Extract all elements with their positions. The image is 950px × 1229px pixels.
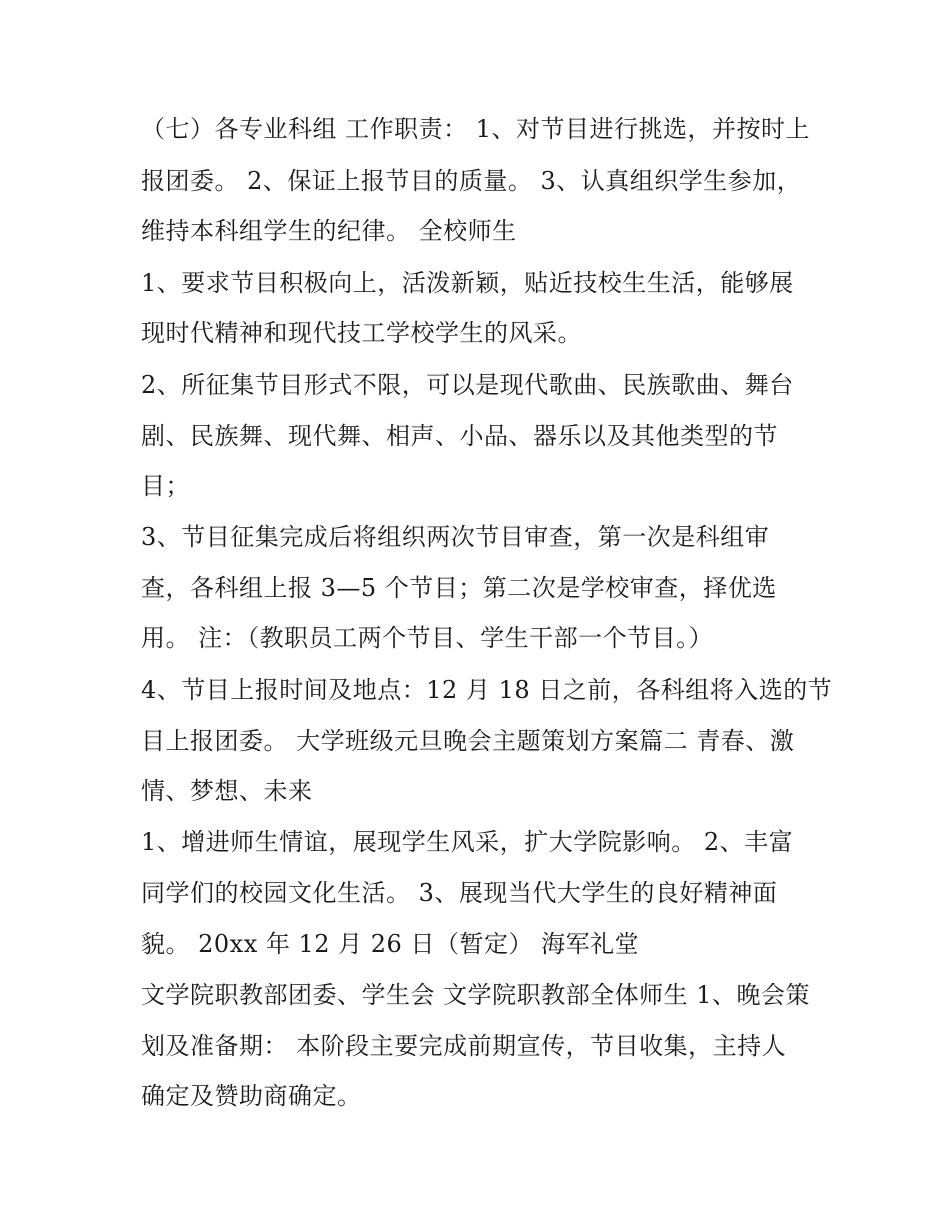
- text-line: 文学院职教部团委、学生会 文学院职教部全体师生 1、晚会策: [141, 981, 811, 1009]
- text-line: 确定及赞助商确定。: [141, 1082, 362, 1110]
- text-line: （七）各专业科组 工作职责： 1、对节目进行挑选，并按时上: [141, 115, 811, 143]
- text-line: 划及准备期： 本阶段主要完成前期宣传，节目收集，主持人: [141, 1032, 787, 1060]
- text-line: 目上报团委。 大学班级元旦晚会主题策划方案篇二 青春、激: [141, 727, 795, 755]
- text-line: 同学们的校园文化生活。 3、展现当代大学生的良好精神面: [141, 879, 778, 907]
- text-line: 1、增进师生情谊，展现学生风采，扩大学院影响。 2、丰富: [141, 828, 794, 856]
- text-line: 2、所征集节目形式不限，可以是现代歌曲、民族歌曲、舞台: [141, 371, 794, 399]
- text-line: 查，各科组上报 3—5 个节目；第二次是学校审查，择优选: [141, 574, 777, 602]
- text-line: 4、节目上报时间及地点：12 月 18 日之前，各科组将入选的节: [141, 676, 833, 704]
- text-line: 现时代精神和现代技工学校学生的风采。: [141, 319, 582, 347]
- text-line: 貌。 20xx 年 12 月 26 日（暂定） 海军礼堂: [141, 930, 640, 958]
- text-line: 维持本科组学生的纪律。 全校师生: [141, 217, 517, 245]
- text-line: 剧、民族舞、现代舞、相声、小品、器乐以及其他类型的节: [141, 422, 778, 450]
- text-line: 报团委。 2、保证上报节目的质量。 3、认真组织学生参加，: [141, 167, 802, 195]
- text-line: 目；: [141, 472, 190, 500]
- text-line: 用。 注：（教职员工两个节目、学生干部一个节目。）: [141, 624, 714, 652]
- text-line: 1、要求节目积极向上，活泼新颖，贴近技校生生活，能够展: [141, 269, 794, 297]
- text-line: 情、梦想、未来: [141, 777, 313, 805]
- text-line: 3、节目征集完成后将组织两次节目审查，第一次是科组审: [141, 523, 770, 551]
